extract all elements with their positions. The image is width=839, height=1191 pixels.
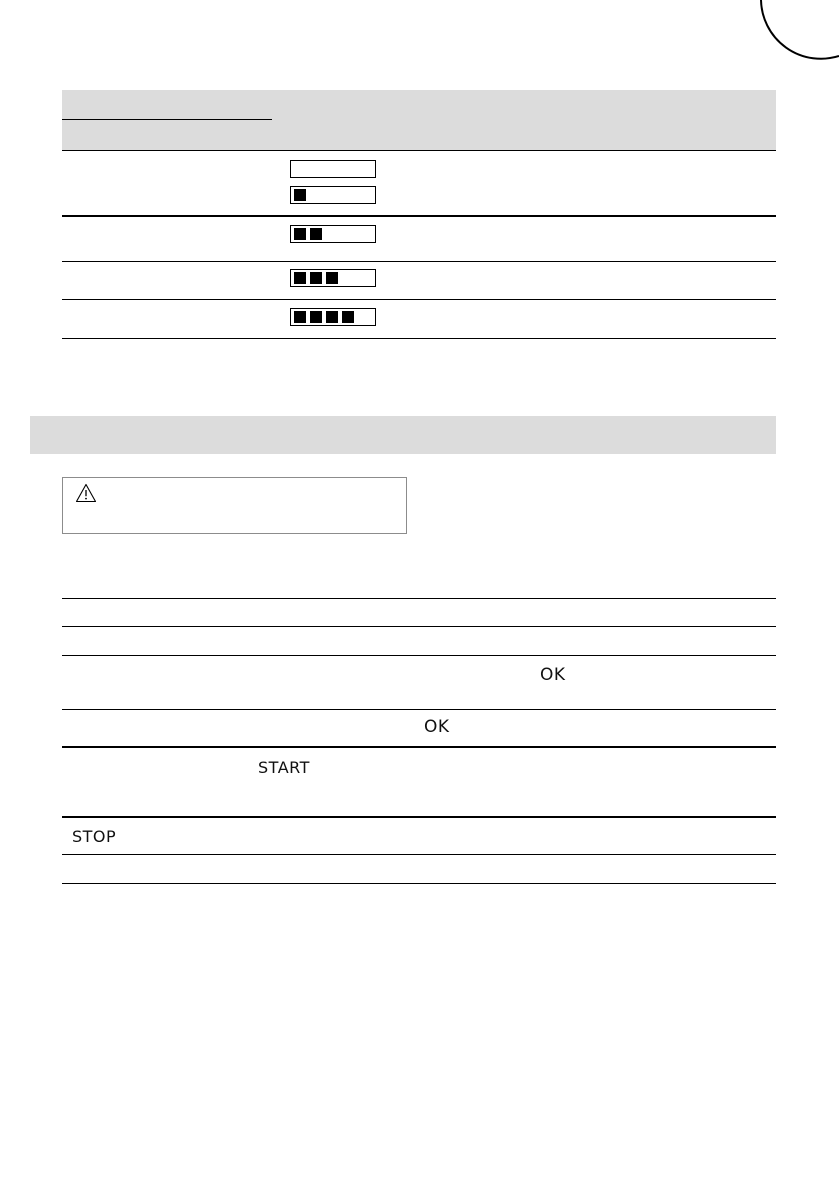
level-table-rule: [62, 215, 776, 217]
level-table-rule: [62, 299, 776, 300]
level-segment: [310, 272, 322, 284]
step-table-rule: [62, 626, 776, 627]
warning-triangle-icon: [75, 483, 97, 503]
step-table-rule: [62, 655, 776, 656]
level-segment: [342, 311, 354, 323]
section-heading-band: [30, 416, 776, 454]
step-table-rule: [62, 854, 776, 855]
level-bar-1: [290, 186, 376, 204]
level-bar-3: [290, 269, 376, 287]
step-table-rule: [62, 746, 776, 748]
level-segment: [294, 311, 306, 323]
level-segment: [326, 311, 338, 323]
ok-label: OK: [540, 665, 566, 685]
ok-label: OK: [424, 717, 450, 737]
level-bar-4: [290, 308, 376, 326]
step-table-rule: [62, 883, 776, 884]
step-table-rule: [62, 816, 776, 818]
level-segment: [294, 272, 306, 284]
level-segment: [310, 228, 322, 240]
level-segment: [310, 311, 322, 323]
level-bar-0: [290, 160, 376, 178]
step-table-rule: [62, 598, 776, 599]
stop-label: STOP: [72, 827, 117, 846]
level-segment: [326, 272, 338, 284]
level-table-rule: [62, 150, 776, 151]
step-table-rule: [62, 709, 776, 710]
level-table-rule: [62, 338, 776, 339]
page-corner-arc: [760, 0, 839, 60]
level-bar-2: [290, 225, 376, 243]
level-table-header-rule: [62, 119, 272, 120]
level-table-rule: [62, 261, 776, 262]
level-segment: [294, 228, 306, 240]
warning-box: [62, 477, 407, 534]
level-table-header: [62, 90, 776, 150]
level-segment: [294, 189, 306, 201]
start-label: START: [258, 758, 310, 777]
